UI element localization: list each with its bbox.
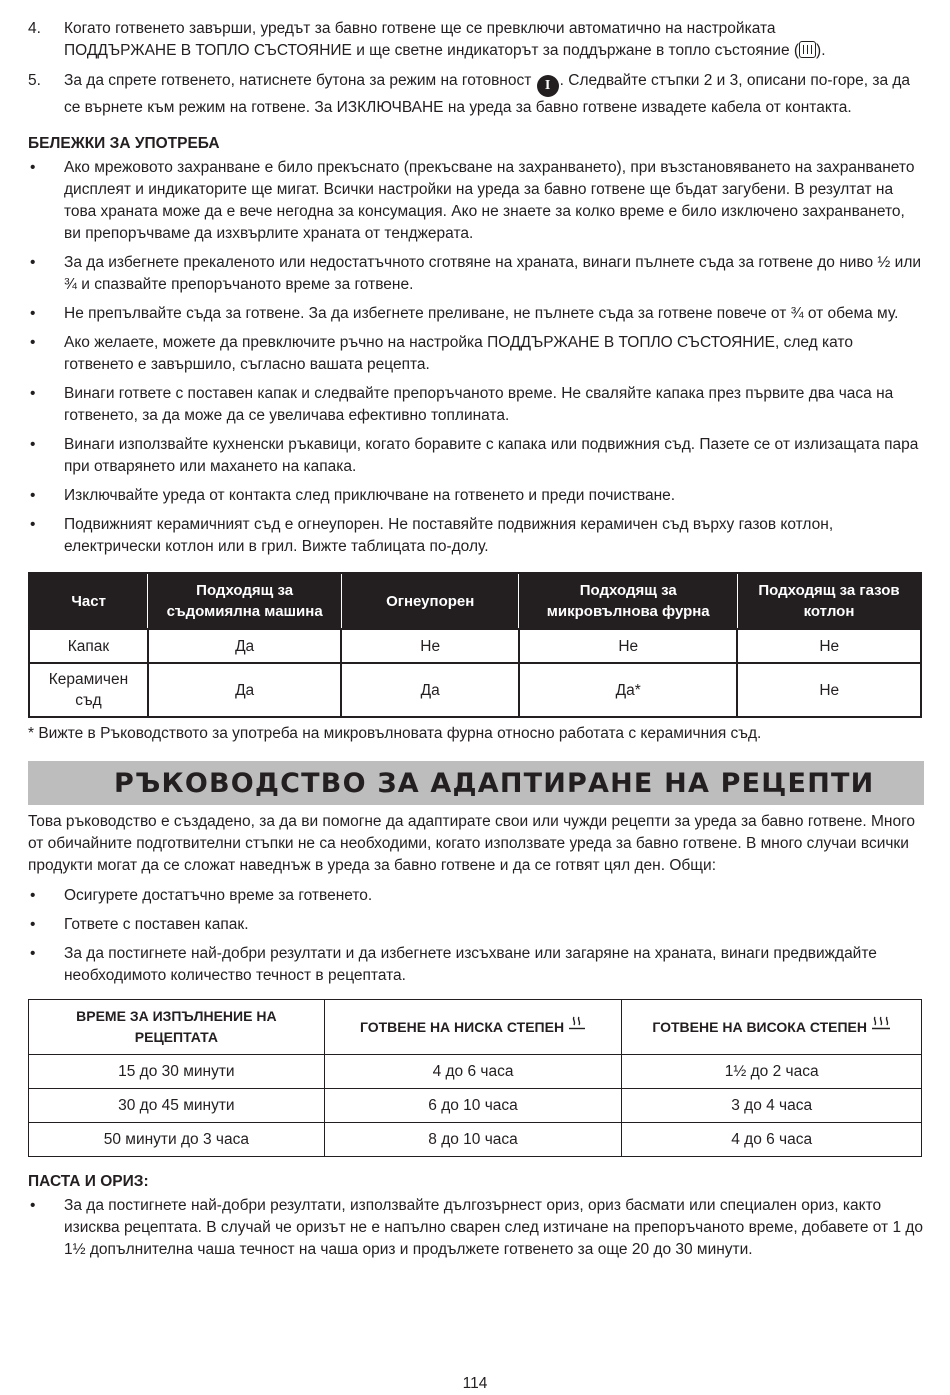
high-heat-icon <box>871 1016 891 1030</box>
table-cell: 50 минути до 3 часа <box>29 1123 325 1157</box>
column-header: Подходящ за микровълнова фурна <box>519 573 737 629</box>
list-item: • Гответе с поставен капак. <box>28 914 924 936</box>
cooking-time-table <box>28 999 922 1157</box>
step-number: 4. <box>28 20 41 37</box>
table-footnote: * Вижте в Ръководството за употреба на микровълновата фурна относно работата с керамичния съд. <box>28 725 762 742</box>
usage-notes-list <box>28 157 924 558</box>
table-cell: 6 до 10 часа <box>324 1089 622 1123</box>
table-cell: 4 до 6 часа <box>324 1055 622 1089</box>
list-item: • За да избегнете прекаленото или недостатъчното сготвяне на храната, винаги пълнете съда за готвене до ниво ½ или ¾ и спазвайте препоръчаното време за готвене. <box>30 254 922 293</box>
manual-page <box>28 18 924 1268</box>
low-heat-icon <box>568 1016 586 1030</box>
bullet: • <box>30 945 36 962</box>
column-header: ВРЕМЕ ЗА ИЗПЪЛНЕНИЕ НА РЕЦЕПТАТА <box>29 1000 325 1055</box>
step-text: За да спрете готвенето, натиснете бутона за режим на готовност <box>64 72 532 89</box>
table-cell: Не <box>519 629 737 663</box>
table-cell: 15 до 30 минути <box>29 1055 325 1089</box>
bullet: • <box>30 254 36 271</box>
list-item: • Не препълвайте съда за готвене. За да избегнете преливане, не пълнете съда за готвене повече от ¾ от обема му. <box>28 303 924 325</box>
column-header: ГОТВЕНЕ НА ВИСОКА СТЕПЕН <box>622 1000 922 1055</box>
list-item: • За да постигнете най-добри резултати, използвайте дългозърнест ориз, ориз басмати или специален ориз, както изисква рецептата. В случай че оризът не е напълно сварен след изтичане на препоръчаното време, добавете от 1 до 1½ допълнителна чаша течност на чаша ориз и продължете готвенето за още 20 до 30 минути. <box>30 1197 924 1258</box>
bullet: • <box>30 385 36 402</box>
bullet: • <box>30 436 36 453</box>
section-banner-title: РЪКОВОДСТВО ЗА АДАПТИРАНЕ НА РЕЦЕПТИ <box>28 761 924 805</box>
table-cell: 4 до 6 часа <box>622 1123 922 1157</box>
list-item: • Винаги използвайте кухненски ръкавици, когато боравите с капака или подвижния съд. Пазете се от излизащата пара при отварянето или махането на капака. <box>30 436 919 475</box>
table-cell: Да <box>148 663 342 717</box>
bullet: • <box>30 487 36 504</box>
table-cell: 8 до 10 часа <box>324 1123 622 1157</box>
table-row <box>29 1055 922 1089</box>
table-row <box>29 1089 922 1123</box>
step-number: 5. <box>28 72 41 89</box>
table-cell: Керамичен съд <box>29 663 148 717</box>
step-text: . Следвайте стъпки 2 и 3, описани по-горе, за да се върнете към режим на готвене. За ИЗКЛЮЧВАНЕ на уреда за бавно готвене извадете кабела от контакта. <box>64 72 911 116</box>
usage-notes-title: БЕЛЕЖКИ ЗА УПОТРЕБА <box>28 135 220 152</box>
column-header: Подходящ за съдомиялна машина <box>148 573 342 629</box>
table-header-row <box>29 1000 922 1055</box>
table-cell: Капак <box>29 629 148 663</box>
ready-mode-icon: I <box>537 75 559 97</box>
table-cell: 3 до 4 часа <box>622 1089 922 1123</box>
table-cell: 30 до 45 минути <box>29 1089 325 1123</box>
table-cell: Да <box>148 629 342 663</box>
bullet: • <box>30 1197 36 1214</box>
table-cell: Не <box>737 663 921 717</box>
step-5 <box>28 70 924 119</box>
step-text: Когато готвенето завърши, уредът за бавно готвене ще се превключи автоматично на настройката <box>64 20 776 37</box>
table-header-row <box>29 573 921 629</box>
parts-table <box>28 572 922 718</box>
table-cell: Не <box>737 629 921 663</box>
guide-intro: Това ръководство е създадено, за да ви помогне да адаптирате свои или чужди рецепти за уреда за бавно готвене. Много от обичайните подготвителни стъпки не са необходими, когато използвате уреда за бавно готвене. В много случаи всички продукти могат да се сложат наведнъж в уреда за бавно готвене и да се готвят цял ден. Общи: <box>28 813 916 874</box>
bullet: • <box>30 334 36 351</box>
column-header: Огнеупорен <box>341 573 519 629</box>
list-item: • Изключвайте уреда от контакта след приключване на готвенето и преди почистване. <box>28 485 924 507</box>
pasta-rice-title: ПАСТА И ОРИЗ: <box>28 1173 149 1190</box>
column-header: ГОТВЕНЕ НА НИСКА СТЕПЕН <box>324 1000 622 1055</box>
pasta-list <box>28 1195 924 1261</box>
guide-list <box>28 885 924 987</box>
list-item: • Осигурете достатъчно време за готвенето. <box>28 885 924 907</box>
list-item: • Подвижният керамичният съд е огнеупорен. Не поставяйте подвижния керамичен съд върху газов котлон, електрически котлон или в грил. Вижте таблицата по-долу. <box>30 516 834 555</box>
table-cell: 1½ до 2 часа <box>622 1055 922 1089</box>
table-cell: Да* <box>519 663 737 717</box>
bullet: • <box>30 159 36 176</box>
step-text-end: ). <box>816 42 826 59</box>
step-text: ПОДДЪРЖАНЕ В ТОПЛО СЪСТОЯНИЕ и ще светне индикаторът за поддържане в топло състояние ( <box>64 42 800 59</box>
list-item: • За да постигнете най-добри резултати и да избегнете изсъхване или загаряне на храната, винаги предвиждайте необходимото количество течност в рецептата. <box>30 945 877 984</box>
step-4 <box>28 18 924 62</box>
table-row <box>29 629 921 663</box>
column-header: Част <box>29 573 148 629</box>
page-number: 114 <box>462 1375 488 1392</box>
table-row <box>29 663 921 717</box>
bullet: • <box>30 916 36 933</box>
table-cell: Да <box>341 663 519 717</box>
list-item: • Ако желаете, можете да превключите ръчно на настройка ПОДДЪРЖАНЕ В ТОПЛО СЪСТОЯНИЕ, след като готвенето е завършило, съгласно вашата рецепта. <box>30 334 853 373</box>
table-cell: Не <box>341 629 519 663</box>
column-header: Подходящ за газов котлон <box>737 573 921 629</box>
bullet: • <box>30 887 36 904</box>
bullet: • <box>30 516 36 533</box>
list-item: • Винаги гответе с поставен капак и следвайте препоръчаното време. Не сваляйте капака през първите два часа на готвенето, за да може да се увеличава ефективно топлината. <box>30 385 894 424</box>
bullet: • <box>30 305 36 322</box>
keep-warm-icon <box>799 41 816 58</box>
table-row <box>29 1123 922 1157</box>
list-item: • Ако мрежовото захранване е било прекъснато (прекъсване на захранването), при възстановяването на захранването дисплеят и индикаторите ще мигат. Всички настройки на уреда за бавно готвене ще бъдат загубени. В резултат на това храната може да е вече негодна за консумация. Ако не знаете за колко време е било изключено захранването, ви препоръчваме да изхвърлите храната от тенджерата. <box>30 159 915 242</box>
